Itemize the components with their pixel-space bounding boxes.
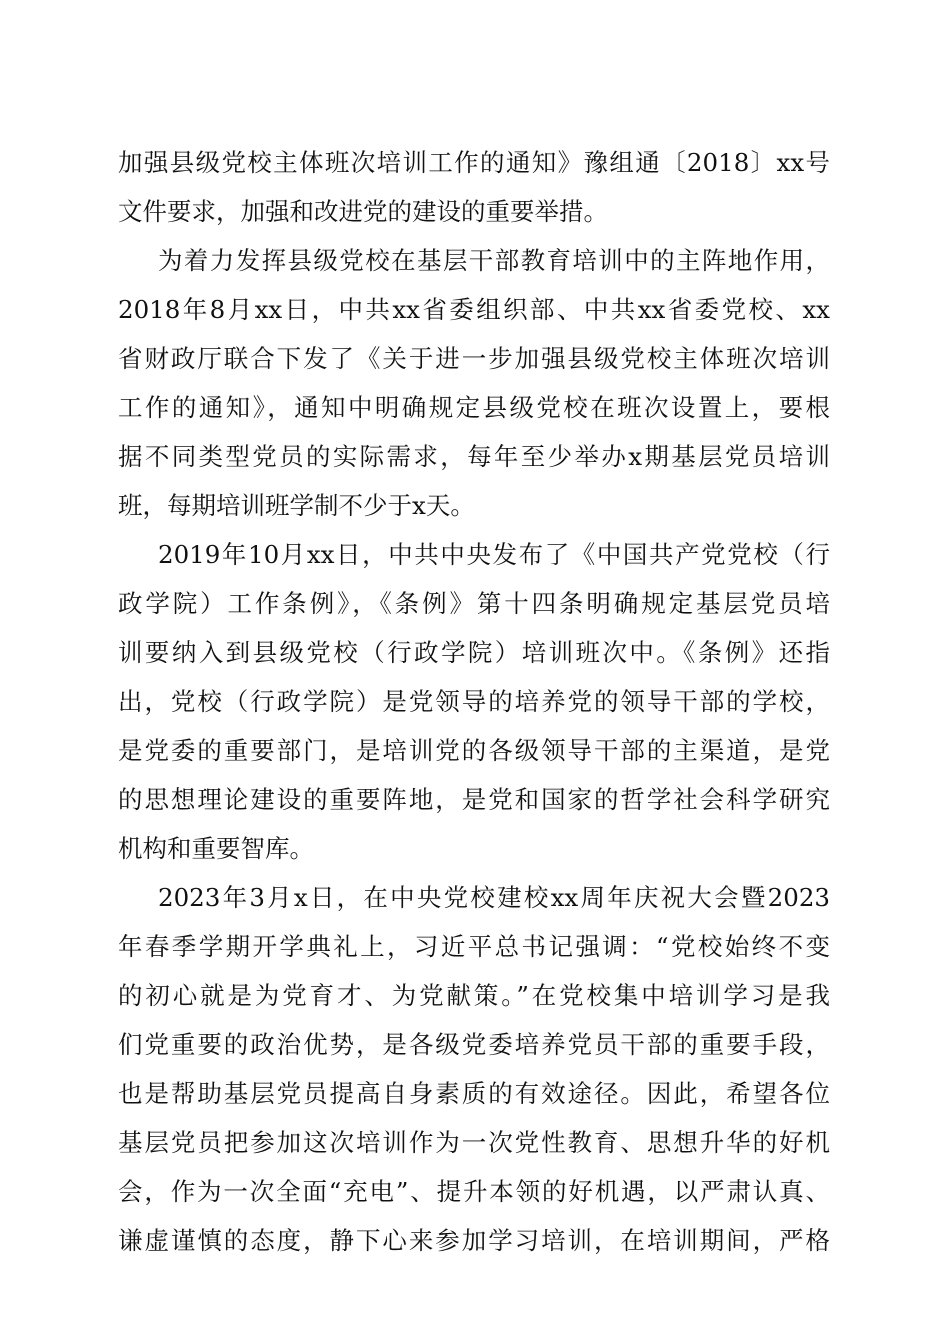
text-line: 年春季学期开学典礼上，习近平总书记强调：“党校始终不变	[118, 932, 830, 961]
text-line: 们党重要的政治优势，是各级党委培养党员干部的重要手段，	[118, 1030, 830, 1059]
text-line: 机构和重要智库。	[118, 834, 314, 863]
text-line: 谦虚谨慎的态度，静下心来参加学习培训，在培训期间，严格	[118, 1226, 830, 1255]
text-line: 工作的通知》，通知中明确规定县级党校在班次设置上，要根	[118, 393, 830, 422]
text-line: 据不同类型党员的实际需求，每年至少举办x期基层党员培训	[118, 442, 830, 471]
text-line: 文件要求，加强和改进党的建设的重要举措。	[118, 197, 608, 226]
paragraph-first-line: 2023年3月x日，在中央党校建校xx周年庆祝大会暨2023	[158, 883, 830, 912]
text-line: 也是帮助基层党员提高自身素质的有效途径。因此，希望各位	[118, 1079, 830, 1108]
text-line: 会，作为一次全面“充电”、提升本领的好机遇，以严肃认真、	[118, 1177, 830, 1206]
text-line: 训要纳入到县级党校（行政学院）培训班次中。《条例》还指	[118, 638, 830, 667]
text-line: 基层党员把参加这次培训作为一次党性教育、思想升华的好机	[118, 1128, 830, 1157]
text-line: 省财政厅联合下发了《关于进一步加强县级党校主体班次培训	[118, 344, 830, 373]
text-line: 加强县级党校主体班次培训工作的通知》豫组通〔2018〕xx号	[118, 148, 830, 177]
paragraph-first-line: 2019年10月xx日，中共中央发布了《中国共产党党校（行	[158, 540, 830, 569]
text-line: 出，党校（行政学院）是党领导的培养党的领导干部的学校，	[118, 687, 830, 716]
text-line: 政学院）工作条例》，《条例》第十四条明确规定基层党员培	[118, 589, 830, 618]
text-line: 的思想理论建设的重要阵地，是党和国家的哲学社会科学研究	[118, 785, 830, 814]
text-line: 2018年8月xx日，中共xx省委组织部、中共xx省委党校、xx	[118, 295, 830, 324]
body-text	[118, 138, 830, 1265]
text-line: 是党委的重要部门，是培训党的各级领导干部的主渠道，是党	[118, 736, 830, 765]
text-line: 的初心就是为党育才、为党献策。”在党校集中培训学习是我	[118, 981, 830, 1010]
paragraph-first-line: 为着力发挥县级党校在基层干部教育培训中的主阵地作用，	[158, 246, 830, 275]
text-line: 班，每期培训班学制不少于x天。	[118, 491, 475, 520]
